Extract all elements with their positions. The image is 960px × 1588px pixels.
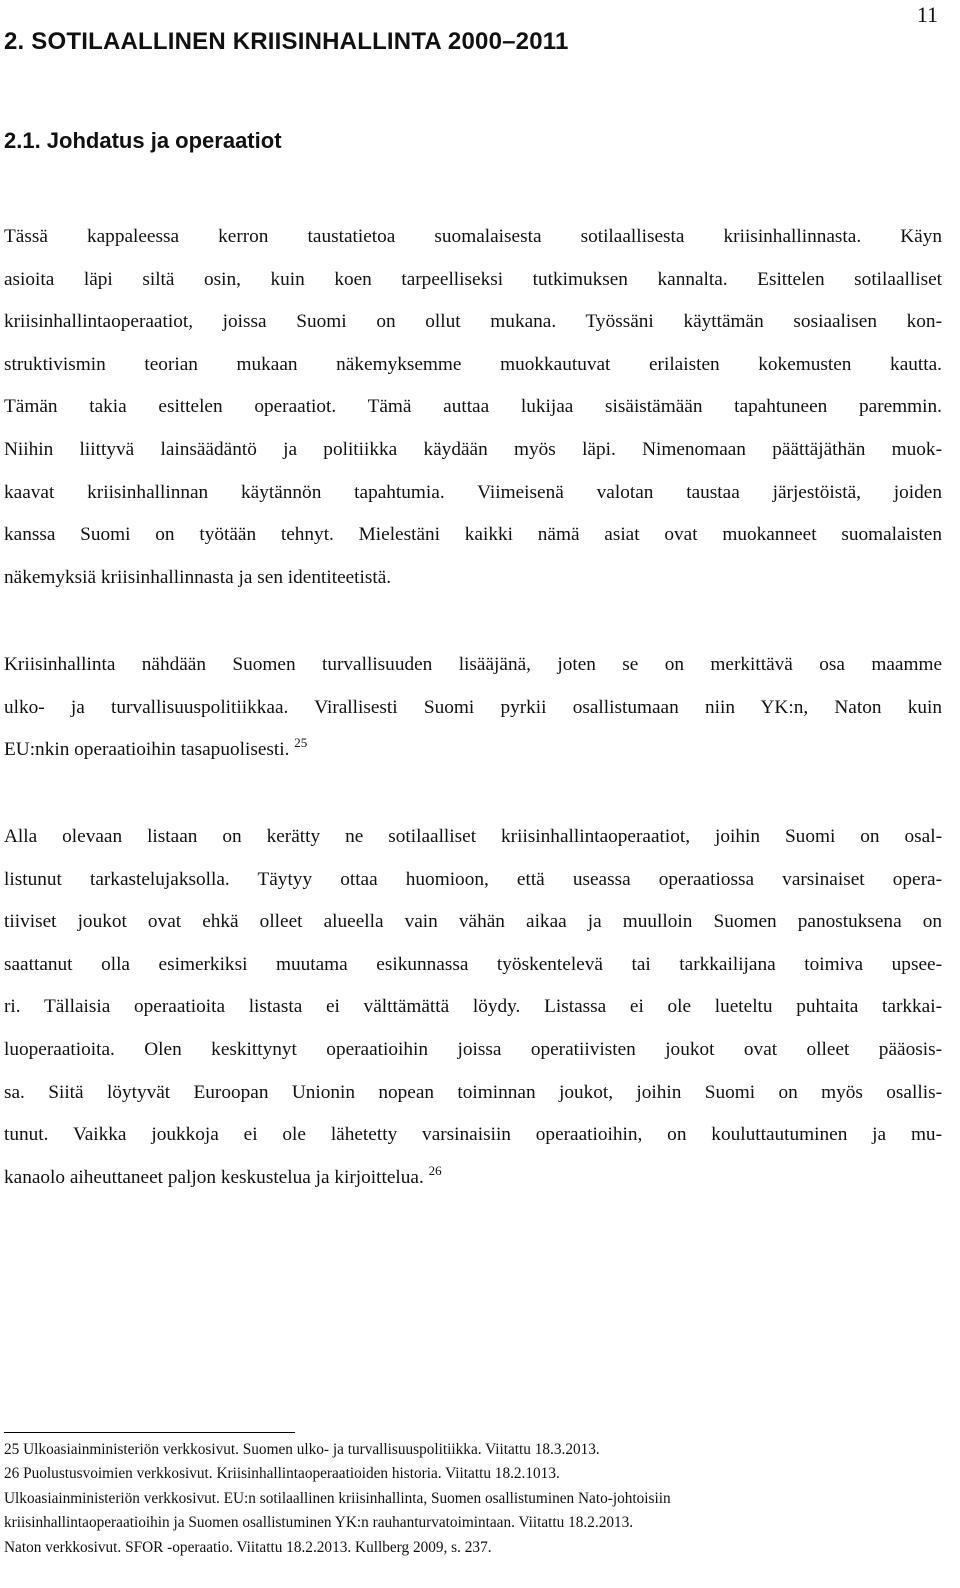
paragraph-line: Alla olevaan listaan on kerätty ne sotilaalliset kriisinhallintaoperaatiot, joihin Suomi on osal- [4, 826, 942, 847]
footnote-26-cont: kriisinhallintaoperaatioihin ja Suomen osallistuminen YK:n rauhanturvatoimintaan. Viitattu 18.2.2013. [4, 1514, 634, 1532]
paragraph-line: Kriisinhallinta nähdään Suomen turvallisuuden lisääjänä, joten se on merkittävä osa maamme [4, 654, 942, 675]
policy-paragraph [4, 644, 942, 772]
footnote-ref-26[interactable]: 26 [428, 1162, 442, 1178]
paragraph-line-with-ref [4, 1157, 942, 1200]
paragraph-line-with-ref [4, 729, 942, 772]
paragraph-line: struktivismin teorian mukaan näkemyksemme muokkautuvat erilaisten kokemusten kautta. [4, 353, 942, 375]
footnote-26-cont: Ulkoasiainministeriön verkkosivut. EU:n sotilaallinen kriisinhallinta, Suomen osallistuminen Nato-johtoisiin [4, 1489, 671, 1507]
paragraph-line: tunut. Vaikka joukkoja ei ole lähetetty varsinaisiin operaatioihin, on kouluttautuminen ja mu- [4, 1124, 942, 1146]
footnote-26: 26 Puolustusvoimien verkkosivut. Kriisinhallintaoperaatioiden historia. Viitattu 18.2.1013. [4, 1465, 560, 1483]
paragraph-line: kriisinhallintaoperaatiot, joissa Suomi on ollut mukana. Työssäni käyttämän sosiaalisen kon- [4, 311, 942, 333]
paragraph-line: sa. Siitä löytyvät Euroopan Unionin nopean toiminnan joukot, joihin Suomi on myös osallis- [4, 1081, 942, 1103]
paragraph-line: kaavat kriisinhallinnan käytännön tapahtumia. Viimeisenä valotan taustaa järjestöistä, joiden [4, 481, 942, 503]
chapter-heading: 2. SOTILAALLINEN KRIISINHALLINTA 2000–2011 [4, 28, 569, 55]
intro-paragraph [4, 216, 942, 599]
footnote-ref-25[interactable]: 25 [294, 735, 308, 751]
paragraph-line: Tämän takia esittelen operaatiot. Tämä auttaa lukijaa sisäistämään tapahtuneen paremmin. [4, 396, 942, 418]
paragraph-line: ulko- ja turvallisuuspolitiikkaa. Virallisesti Suomi pyrkii osallistumaan niin YK:n, Naton kuin [4, 696, 942, 718]
paragraph-line: Tässä kappaleessa kerron taustatietoa suomalaisesta sotilaallisesta kriisinhallinnasta. Käyn [4, 226, 942, 247]
paragraph-line: ri. Tällaisia operaatioita listasta ei välttämättä löydy. Listassa ei ole lueteltu puhtaita tarkkai- [4, 996, 942, 1018]
paragraph-text: kanaolo aiheuttaneet paljon keskustelua ja kirjoittelua. [4, 1166, 424, 1188]
operations-paragraph [4, 816, 942, 1199]
paragraph-line: saattanut olla esimerkiksi muutama esikunnassa työskentelevä tai tarkkailijana toimiva upsee- [4, 953, 942, 975]
paragraph-text: EU:nkin operaatioihin tasapuolisesti. [4, 739, 290, 761]
footnotes [4, 1438, 944, 1560]
footnote-26-cont: Naton verkkosivut. SFOR -operaatio. Viitattu 18.2.2013. Kullberg 2009, s. 237. [4, 1538, 492, 1556]
page-number: 11 [916, 2, 938, 27]
section-heading: 2.1. Johdatus ja operaatiot [4, 128, 282, 153]
footnote-separator [4, 1432, 295, 1433]
paragraph-line: Niihin liittyvä lainsäädäntö ja politiikka käydään myös läpi. Nimenomaan päättäjäthän muok- [4, 438, 942, 460]
paragraph-line: luoperaatioita. Olen keskittynyt operaatioihin joissa operatiivisten joukot ovat olleet pääosis- [4, 1038, 942, 1060]
paragraph-line: näkemyksiä kriisinhallinnasta ja sen identiteetistä. [4, 566, 392, 588]
paragraph-line: kanssa Suomi on työtään tehnyt. Mielestäni kaikki nämä asiat ovat muokanneet suomalaisten [4, 524, 942, 546]
paragraph-line: asioita läpi siltä osin, kuin koen tarpeelliseksi tutkimuksen kannalta. Esittelen sotilaalliset [4, 268, 942, 290]
paragraph-line: tiiviset joukot ovat ehkä olleet alueella vain vähän aikaa ja muulloin Suomen panostuksena on [4, 911, 942, 933]
footnote-25: 25 Ulkoasiainministeriön verkkosivut. Suomen ulko- ja turvallisuuspolitiikka. Viitattu 18.3.2013. [4, 1441, 600, 1458]
paragraph-line: listunut tarkastelujaksolla. Täytyy ottaa huomioon, että useassa operaatiossa varsinaiset opera- [4, 868, 942, 890]
